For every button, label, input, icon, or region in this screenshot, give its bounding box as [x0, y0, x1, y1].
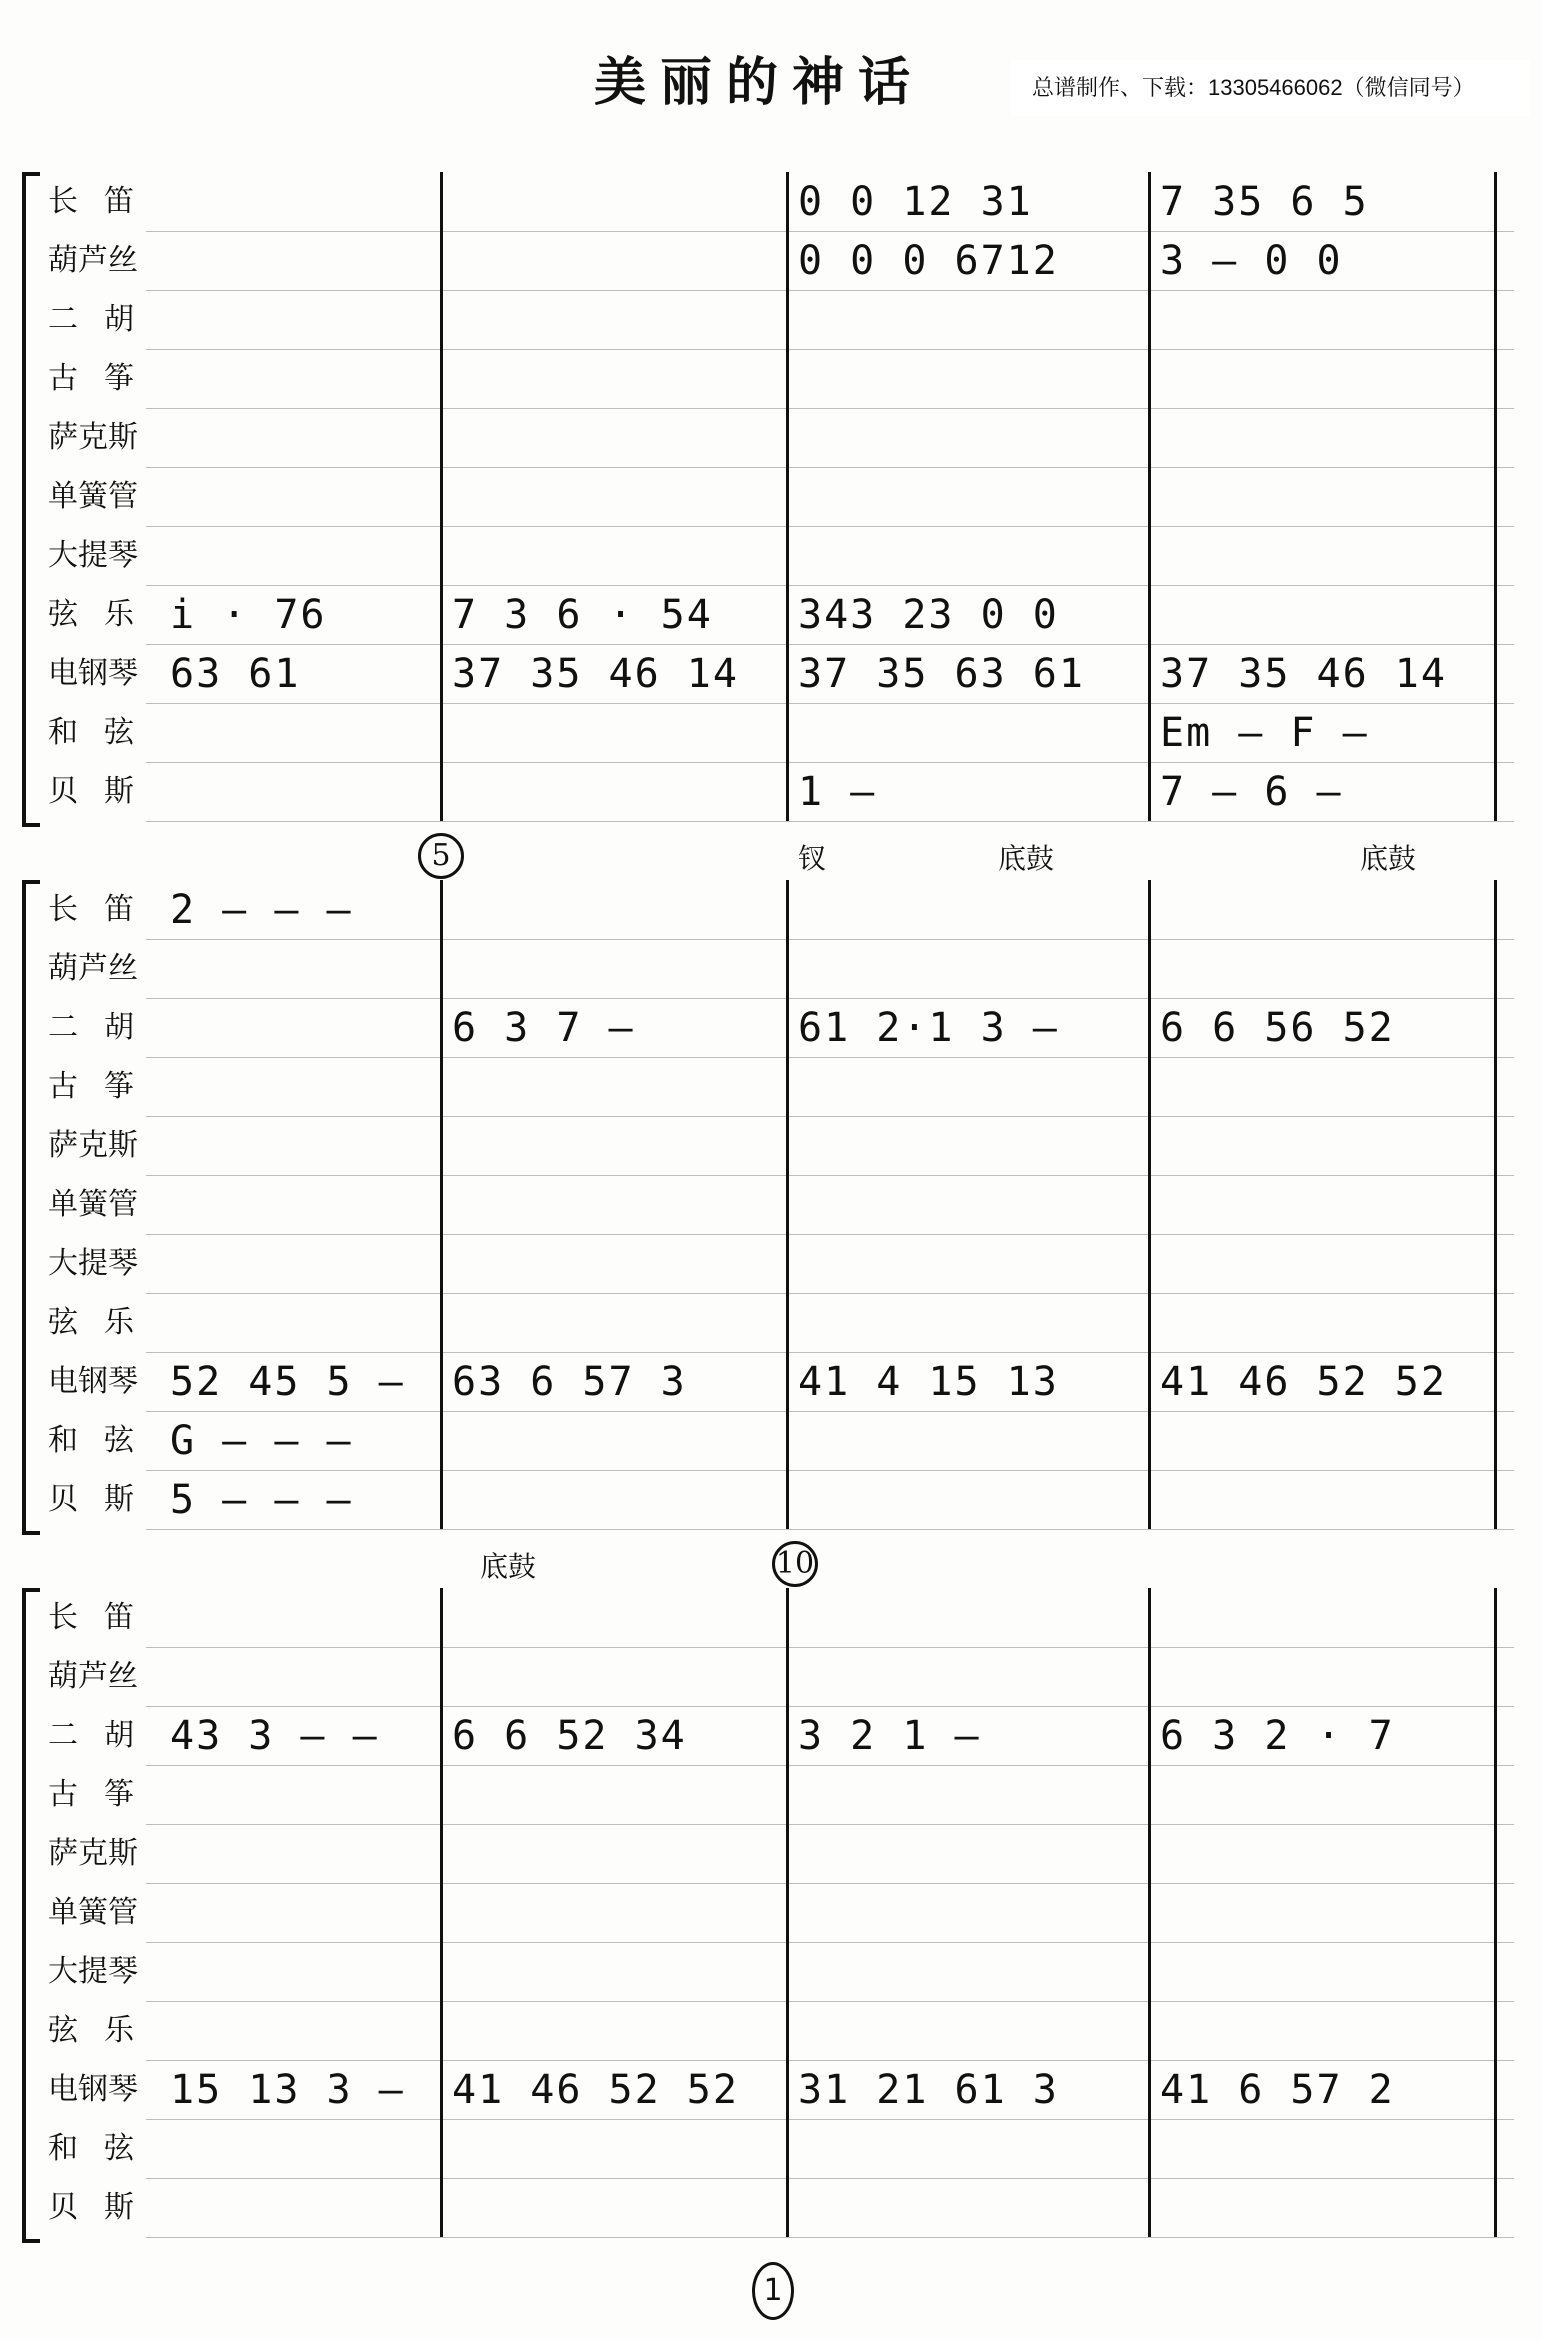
percussion-cue: 底鼓	[480, 1550, 537, 1583]
instrument-label: 古筝	[48, 1069, 160, 1104]
note-cell-chord: Em — F —	[1160, 710, 1369, 756]
note-cell-hulusi: 3 — 0 0	[1160, 238, 1343, 284]
staff-line	[146, 1942, 1514, 1943]
note-cell-epiano: 37 35 63 61	[798, 651, 1085, 697]
note-cell-erhu: 6 6 52 34	[452, 1713, 687, 1759]
barline	[440, 880, 443, 1529]
staff-line	[146, 1116, 1514, 1117]
note-cell-epiano: 41 6 57 2	[1160, 2067, 1395, 2113]
staff-line	[146, 998, 1514, 999]
barline	[786, 880, 789, 1529]
instrument-label: 和弦	[48, 1423, 160, 1458]
staff-line	[146, 2237, 1514, 2238]
instrument-label: 大提琴	[48, 1954, 138, 1989]
staff-line	[146, 1824, 1514, 1825]
staff-line	[146, 585, 1514, 586]
note-cell-erhu: 6 3 2 · 7	[1160, 1713, 1395, 1759]
staff-line	[146, 644, 1514, 645]
staff-line	[146, 939, 1514, 940]
instrument-label: 弦乐	[48, 2013, 160, 2048]
staff-line	[146, 1883, 1514, 1884]
note-cell-epiano: 41 4 15 13	[798, 1359, 1059, 1405]
instrument-label: 电钢琴	[48, 2072, 138, 2107]
note-cell-bass: 5 — — —	[170, 1477, 353, 1523]
staff-line	[146, 1647, 1514, 1648]
instrument-label: 大提琴	[48, 1246, 138, 1281]
note-cell-hulusi: 0 0 0 6712	[798, 238, 1059, 284]
note-cell-epiano: 37 35 46 14	[1160, 651, 1447, 697]
instrument-label: 二胡	[48, 302, 160, 337]
staff-line	[146, 1352, 1514, 1353]
instrument-label: 单簧管	[48, 479, 138, 514]
barline	[440, 172, 443, 821]
note-cell-chord: G — — —	[170, 1418, 353, 1464]
instrument-label: 长笛	[48, 184, 160, 219]
staff-line	[146, 2178, 1514, 2179]
staff-line	[146, 1411, 1514, 1412]
note-cell-erhu: 61 2·1 3 —	[798, 1005, 1059, 1051]
note-cell-strings: 343 23 0 0	[798, 592, 1059, 638]
note-cell-epiano: 52 45 5 —	[170, 1359, 405, 1405]
note-cell-erhu: 6 3 7 —	[452, 1005, 635, 1051]
staff-line	[146, 1765, 1514, 1766]
instrument-label: 大提琴	[48, 538, 138, 573]
instrument-label: 贝斯	[48, 774, 160, 809]
barline	[1494, 172, 1497, 821]
staff-line	[146, 349, 1514, 350]
note-cell-epiano: 41 46 52 52	[1160, 1359, 1447, 1405]
staff-line	[146, 467, 1514, 468]
staff-line	[146, 408, 1514, 409]
barline	[440, 1588, 443, 2237]
instrument-label: 长笛	[48, 892, 160, 927]
note-cell-bass: 7 — 6 —	[1160, 769, 1343, 815]
staff-line	[146, 1293, 1514, 1294]
instrument-label: 弦乐	[48, 1305, 160, 1340]
instrument-label: 萨克斯	[48, 420, 138, 455]
note-cell-epiano: 41 46 52 52	[452, 2067, 739, 2113]
barline	[1148, 172, 1151, 821]
percussion-cue: 底鼓	[998, 842, 1055, 875]
page-number: 1	[752, 2262, 794, 2320]
note-cell-bass: 1 —	[798, 769, 877, 815]
instrument-label: 弦乐	[48, 597, 160, 632]
staff-line	[146, 1175, 1514, 1176]
instrument-label: 贝斯	[48, 1482, 160, 1517]
note-cell-flute: 0 0 12 31	[798, 179, 1033, 225]
note-cell-epiano: 37 35 46 14	[452, 651, 739, 697]
staff-line	[146, 290, 1514, 291]
system-bracket	[22, 172, 40, 827]
percussion-cue: 底鼓	[1360, 842, 1417, 875]
staff-line	[146, 1529, 1514, 1530]
credit-box: 总谱制作、下载：13305466062（微信同号）	[1010, 60, 1530, 116]
instrument-label: 古筝	[48, 1777, 160, 1812]
note-cell-erhu: 3 2 1 —	[798, 1713, 981, 1759]
note-cell-epiano: 31 21 61 3	[798, 2067, 1059, 2113]
score-title: 美丽的神话	[594, 52, 925, 113]
instrument-label: 古筝	[48, 361, 160, 396]
note-cell-epiano: 63 61	[170, 651, 301, 697]
instrument-label: 葫芦丝	[48, 243, 138, 278]
staff-line	[146, 1706, 1514, 1707]
note-cell-epiano: 15 13 3 —	[170, 2067, 405, 2113]
measure-number-marker: 5	[418, 833, 464, 879]
instrument-label: 萨克斯	[48, 1128, 138, 1163]
staff-line	[146, 2119, 1514, 2120]
score-system	[22, 1588, 1500, 2243]
system-bracket	[22, 1588, 40, 2243]
instrument-label: 单簧管	[48, 1895, 138, 1930]
instrument-label: 电钢琴	[48, 1364, 138, 1399]
note-cell-strings: 7 3 6 · 54	[452, 592, 713, 638]
instrument-label: 萨克斯	[48, 1836, 138, 1871]
instrument-label: 贝斯	[48, 2190, 160, 2225]
note-cell-flute: 2 — — —	[170, 887, 353, 933]
score-system	[22, 880, 1500, 1535]
staff-line	[146, 821, 1514, 822]
staff-line	[146, 703, 1514, 704]
staff-line	[146, 1057, 1514, 1058]
note-cell-strings: i · 76	[170, 592, 327, 638]
barline	[786, 172, 789, 821]
instrument-label: 单簧管	[48, 1187, 138, 1222]
staff-line	[146, 526, 1514, 527]
barline	[786, 1588, 789, 2237]
staff-line	[146, 2001, 1514, 2002]
instrument-label: 电钢琴	[48, 656, 138, 691]
instrument-label: 二胡	[48, 1718, 160, 1753]
instrument-label: 长笛	[48, 1600, 160, 1635]
instrument-label: 二胡	[48, 1010, 160, 1045]
instrument-label: 葫芦丝	[48, 951, 138, 986]
instrument-label: 和弦	[48, 715, 160, 750]
staff-line	[146, 231, 1514, 232]
note-cell-erhu: 43 3 — —	[170, 1713, 379, 1759]
staff-line	[146, 1470, 1514, 1471]
staff-line	[146, 2060, 1514, 2061]
staff-line	[146, 1234, 1514, 1235]
note-cell-flute: 7 35 6 5	[1160, 179, 1369, 225]
barline	[1148, 880, 1151, 1529]
barline	[1148, 1588, 1151, 2237]
system-bracket	[22, 880, 40, 1535]
staff-line	[146, 762, 1514, 763]
note-cell-epiano: 63 6 57 3	[452, 1359, 687, 1405]
score-system	[22, 172, 1500, 827]
percussion-cue: 钗	[798, 842, 827, 875]
instrument-label: 葫芦丝	[48, 1659, 138, 1694]
barline	[1494, 1588, 1497, 2237]
measure-number-marker: 10	[772, 1541, 818, 1587]
instrument-label: 和弦	[48, 2131, 160, 2166]
barline	[1494, 880, 1497, 1529]
note-cell-erhu: 6 6 56 52	[1160, 1005, 1395, 1051]
